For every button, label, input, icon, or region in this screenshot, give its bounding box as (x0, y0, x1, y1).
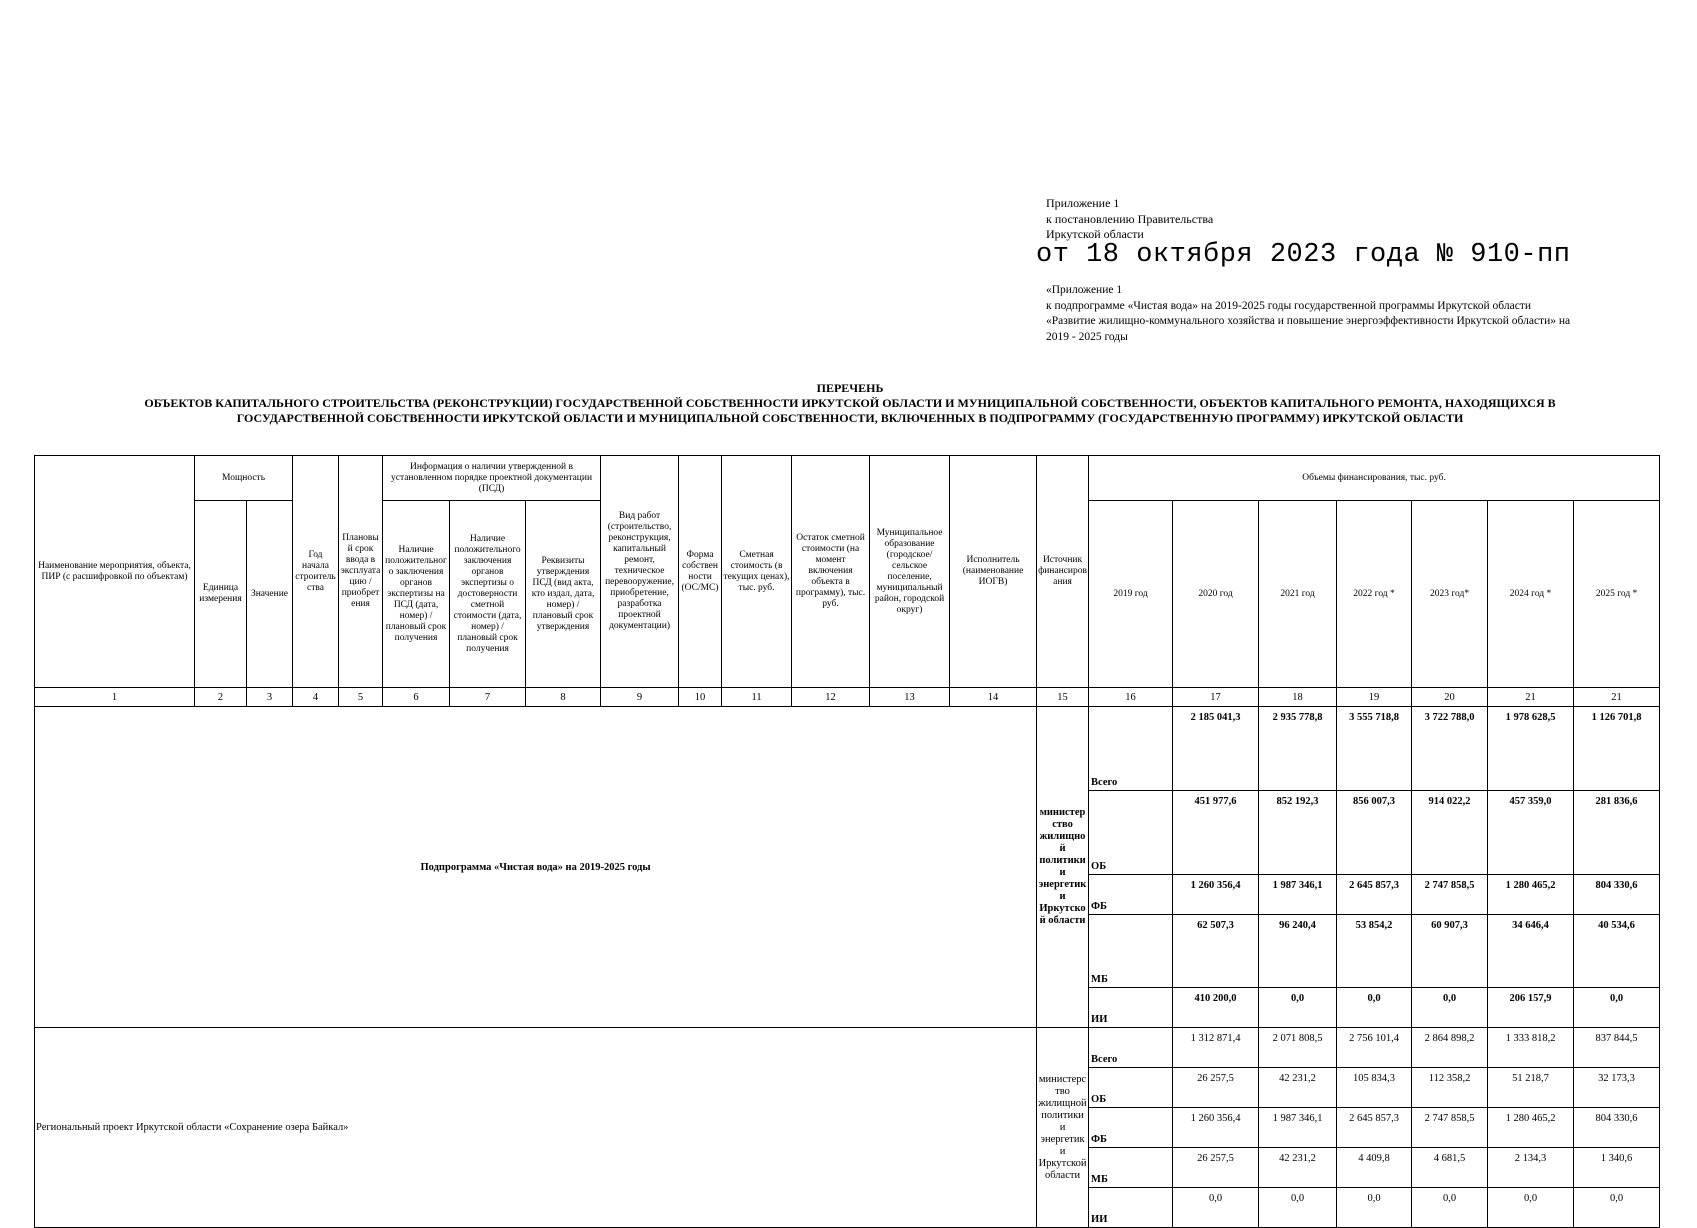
source-label: ИИ (1089, 1188, 1173, 1228)
header-executor: Исполнитель (наименование ИОГВ) (950, 456, 1037, 688)
amount-cell: 1 260 356,4 (1173, 875, 1259, 915)
amount-cell: 0,0 (1259, 1188, 1337, 1228)
amount-cell: 0,0 (1574, 1188, 1660, 1228)
amount-cell: 42 231,2 (1259, 1148, 1337, 1188)
amount-cell: 1 280 465,2 (1488, 875, 1574, 915)
amount-cell: 2 756 101,4 (1337, 1028, 1412, 1068)
amount-cell: 1 333 818,2 (1488, 1028, 1574, 1068)
amount-cell: 1 126 701,8 (1574, 707, 1660, 791)
header-year: 2024 год * (1488, 501, 1574, 688)
column-number: 3 (247, 688, 293, 707)
source-label: ФБ (1089, 875, 1173, 915)
appendix-line: к постановлению Правительства (1046, 211, 1214, 226)
amount-cell: 1 260 356,4 (1173, 1108, 1259, 1148)
column-number: 19 (1337, 688, 1412, 707)
amount-cell: 3 555 718,8 (1337, 707, 1412, 791)
column-number: 10 (679, 688, 722, 707)
column-number: 21 (1488, 688, 1574, 707)
amount-cell: 53 854,2 (1337, 915, 1412, 988)
header-year: 2025 год * (1574, 501, 1660, 688)
column-number: 14 (950, 688, 1037, 707)
amount-cell: 852 192,3 (1259, 791, 1337, 875)
amount-cell: 26 257,5 (1173, 1148, 1259, 1188)
amount-cell: 34 646,4 (1488, 915, 1574, 988)
amount-cell: 0,0 (1412, 988, 1488, 1028)
column-number: 18 (1259, 688, 1337, 707)
appendix2-line: «Приложение 1 (1046, 284, 1123, 296)
amount-cell: 2 747 858,5 (1412, 1108, 1488, 1148)
amount-cell: 96 240,4 (1259, 915, 1337, 988)
amount-cell: 51 218,7 (1488, 1068, 1574, 1108)
amount-cell: 1 340,6 (1574, 1148, 1660, 1188)
amount-cell: 1 280 465,2 (1488, 1108, 1574, 1148)
header-remaining-cost: Остаток сметной стоимости (на момент включения объекта в программу), тыс. руб. (792, 456, 870, 688)
source-label: Всего (1089, 707, 1173, 791)
source-label: МБ (1089, 915, 1173, 988)
source-label: ОБ (1089, 791, 1173, 875)
header-row (35, 456, 1660, 501)
header-work-type: Вид работ (строительство, реконструкция, капитальный ремонт, техническое перевооружение, приобретение, разработка проектной документации) (601, 456, 679, 688)
header-estimated-cost: Сметная стоимость (в текущих ценах), тыс. руб. (722, 456, 792, 688)
source-label: ОБ (1089, 1068, 1173, 1108)
amount-cell: 42 231,2 (1259, 1068, 1337, 1108)
header-name: Наименование мероприятия, объекта, ПИР (с расшифровкой по объектам) (35, 456, 195, 688)
amount-cell: 60 907,3 (1412, 915, 1488, 988)
column-numbers-row (35, 688, 1660, 707)
project-row (35, 1028, 1660, 1068)
document-title (40, 381, 1660, 426)
amount-cell: 804 330,6 (1574, 875, 1660, 915)
amount-cell: 40 534,6 (1574, 915, 1660, 988)
header-psd-reliability: Наличие положительного заключения органов экспертизы о достоверности сметной стоимости (дата, номер) / плановый срок получения (450, 501, 526, 688)
column-number: 11 (722, 688, 792, 707)
header-year: 2023 год* (1412, 501, 1488, 688)
amount-cell: 62 507,3 (1173, 915, 1259, 988)
amount-cell: 2 935 778,8 (1259, 707, 1337, 791)
amount-cell: 32 173,3 (1574, 1068, 1660, 1108)
column-number: 12 (792, 688, 870, 707)
column-number: 13 (870, 688, 950, 707)
column-number: 6 (383, 688, 450, 707)
program-name: Подпрограмма «Чистая вода» на 2019-2025 годы (35, 707, 1037, 1028)
column-number: 15 (1037, 688, 1089, 707)
source-label: ФБ (1089, 1108, 1173, 1148)
source-label: Всего (1089, 1028, 1173, 1068)
title-line: ГОСУДАРСТВЕННОЙ СОБСТВЕННОСТИ ИРКУТСКОЙ ОБЛАСТИ И МУНИЦИПАЛЬНОЙ СОБСТВЕННОСТИ, ВКЛЮЧЕННЫХ В ПОДПРОГРАММУ (ГОСУДАРСТВЕННУЮ ПРОГРАММУ) ИРКУТСКОЙ ОБЛАСТИ (236, 411, 1464, 425)
amount-cell: 1 978 628,5 (1488, 707, 1574, 791)
header-unit: Единица измерения (195, 501, 247, 688)
header-year: 2022 год * (1337, 501, 1412, 688)
amount-cell: 2 645 857,3 (1337, 1108, 1412, 1148)
appendix2-line: «Развитие жилищно-коммунального хозяйства и повышение энергоэффективности Иркутской области» на (1046, 315, 1571, 327)
appendix-line: Иркутской области (1046, 227, 1144, 241)
amount-cell: 2 747 858,5 (1412, 875, 1488, 915)
amount-cell: 804 330,6 (1574, 1108, 1660, 1148)
amount-cell: 26 257,5 (1173, 1068, 1259, 1108)
column-number: 4 (293, 688, 339, 707)
column-number: 9 (601, 688, 679, 707)
column-number: 2 (195, 688, 247, 707)
decree-date: от 18 октября 2023 года № 910-пп (1036, 240, 1571, 270)
amount-cell: 0,0 (1173, 1188, 1259, 1228)
amount-cell: 914 022,2 (1412, 791, 1488, 875)
objects-table (34, 455, 1660, 1228)
title-line: ОБЪЕКТОВ КАПИТАЛЬНОГО СТРОИТЕЛЬСТВА (РЕКОНСТРУКЦИИ) ГОСУДАРСТВЕННОЙ СОБСТВЕННОСТИ ИРКУТСКОЙ ОБЛАСТИ И МУНИЦИПАЛЬНОЙ СОБСТВЕННОСТИ, ОБЪЕКТОВ КАПИТАЛЬНОГО РЕМОНТА, НАХОДЯЩИХСЯ В (144, 396, 1556, 410)
amount-cell: 281 836,6 (1574, 791, 1660, 875)
project-name: Региональный проект Иркутской области «Сохранение озера Байкал» (35, 1028, 1037, 1228)
header-municipality: Муниципальное образование (городское/сельское поселение, муниципальный район, городской округ) (870, 456, 950, 688)
amount-cell: 105 834,3 (1337, 1068, 1412, 1108)
header-psd-info: Информация о наличии утвержденной в установленном порядке проектной документации (ПСД) (383, 456, 601, 501)
header-year: 2020 год (1173, 501, 1259, 688)
amount-cell: 0,0 (1412, 1188, 1488, 1228)
amount-cell: 2 134,3 (1488, 1148, 1574, 1188)
column-number: 7 (450, 688, 526, 707)
amount-cell: 2 071 808,5 (1259, 1028, 1337, 1068)
source-label: МБ (1089, 1148, 1173, 1188)
amount-cell: 837 844,5 (1574, 1028, 1660, 1068)
amount-cell: 410 200,0 (1173, 988, 1259, 1028)
column-number: 21 (1574, 688, 1660, 707)
source-label: ИИ (1089, 988, 1173, 1028)
amount-cell: 4 409,8 (1337, 1148, 1412, 1188)
amount-cell: 1 312 871,4 (1173, 1028, 1259, 1068)
amount-cell: 0,0 (1574, 988, 1660, 1028)
header-planned-commission: Плановый срок ввода в эксплуатацию / приобретения (339, 456, 383, 688)
header-ownership: Форма собственности (ОС/МС) (679, 456, 722, 688)
project-executor: министерство жилищной политики и энергетики Иркутской области (1037, 1028, 1089, 1228)
appendix-line: Приложение 1 (1046, 196, 1120, 210)
amount-cell: 451 977,6 (1173, 791, 1259, 875)
program-row (35, 707, 1660, 791)
header-value: Значение (247, 501, 293, 688)
amount-cell: 112 358,2 (1412, 1068, 1488, 1108)
column-number: 17 (1173, 688, 1259, 707)
subprogram-appendix (1046, 283, 1666, 345)
appendix2-line: 2019 - 2025 годы (1046, 330, 1128, 343)
amount-cell: 856 007,3 (1337, 791, 1412, 875)
column-number: 5 (339, 688, 383, 707)
amount-cell: 2 645 857,3 (1337, 875, 1412, 915)
column-number: 1 (35, 688, 195, 707)
program-executor: министерство жилищной политики и энергетики Иркутской области (1037, 707, 1089, 1028)
header-capacity: Мощность (195, 456, 293, 501)
title-line: ПЕРЕЧЕНЬ (816, 381, 884, 395)
header-start-year: Год начала строительства (293, 456, 339, 688)
amount-cell: 206 157,9 (1488, 988, 1574, 1028)
header-year: 2019 год (1089, 501, 1173, 688)
amount-cell: 4 681,5 (1412, 1148, 1488, 1188)
amount-cell: 1 987 346,1 (1259, 875, 1337, 915)
header-financing: Объемы финансирования, тыс. руб. (1089, 456, 1660, 501)
header-psd-approval: Реквизиты утверждения ПСД (вид акта, кто издал, дата, номер) / плановый срок утверждения (526, 501, 601, 688)
amount-cell: 2 185 041,3 (1173, 707, 1259, 791)
amount-cell: 1 987 346,1 (1259, 1108, 1337, 1148)
appendix-header (1046, 196, 1213, 243)
amount-cell: 0,0 (1337, 988, 1412, 1028)
amount-cell: 457 359,0 (1488, 791, 1574, 875)
header-source: Источник финансирования (1037, 456, 1089, 688)
appendix2-line: к подпрограмме «Чистая вода» на 2019-2025 годы государственной программы Иркутской области (1046, 299, 1531, 312)
column-number: 16 (1089, 688, 1173, 707)
column-number: 8 (526, 688, 601, 707)
amount-cell: 0,0 (1337, 1188, 1412, 1228)
column-number: 20 (1412, 688, 1488, 707)
header-year: 2021 год (1259, 501, 1337, 688)
amount-cell: 0,0 (1488, 1188, 1574, 1228)
header-psd-expertise: Наличие положительного заключения органов экспертизы на ПСД (дата, номер) / плановый срок получения (383, 501, 450, 688)
amount-cell: 2 864 898,2 (1412, 1028, 1488, 1068)
amount-cell: 3 722 788,0 (1412, 707, 1488, 791)
amount-cell: 0,0 (1259, 988, 1337, 1028)
